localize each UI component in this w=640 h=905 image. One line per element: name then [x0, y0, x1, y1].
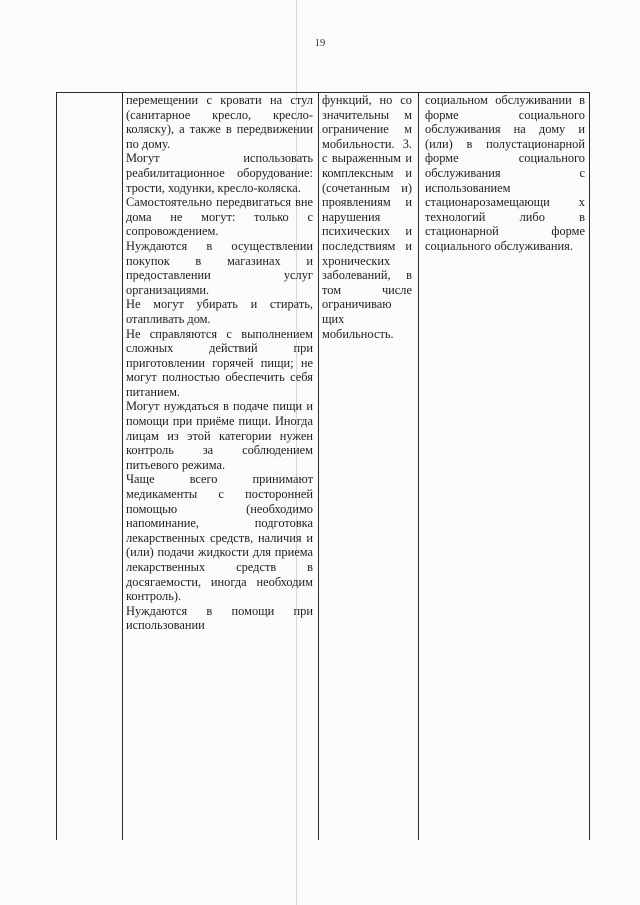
paragraph: социальном обслуживании в форме социального обслуживания на дому и (или) в полустационарной форме социального обслуживания с использованием стационарозамещающи х технологий либо в стационарной форме социального обслуживания.: [425, 93, 585, 253]
paragraph: перемещении с кровати на стул (санитарное кресло, кресло-коляску), а также в передвижении по дому.: [126, 93, 313, 151]
paragraph: Нуждаются в осуществлении покупок в магазинах и предоставлении услуг организациями.: [126, 238, 313, 297]
table-border-left: [56, 92, 57, 840]
paragraph: Чаще всего принимают медикаменты с посторонней помощью (необходимо напоминание, подготовка лекарственных средств, наличия и (или) подачи жидкости для приема лекарственных средств в досягаемости, иногда необходим контроль).: [126, 472, 313, 604]
paragraph: Самостоятельно передвигаться вне дома не могут: только с сопровождением.: [126, 195, 313, 239]
table-cell-condition-description: [126, 93, 313, 839]
paragraph: Могут использовать реабилитационное оборудование: трости, ходунки, кресло-коляска.: [126, 151, 313, 195]
paragraph: функций, но со значительны м ограничение м мобильности. 3. с выраженным и комплексным и (сочетанным и) проявлениям и нарушения психических и последствиям и хронических заболеваний, в том числе ограничиваю щих мобильность.: [322, 93, 412, 341]
table-divider-1: [122, 92, 123, 840]
table-cell-limitations: [322, 93, 412, 839]
table-cell-service-form: [425, 93, 585, 839]
table-divider-3: [418, 92, 419, 840]
paragraph: Нуждаются в помощи при использовании: [126, 603, 313, 633]
table-border-right: [589, 92, 590, 840]
paragraph: Не справляются с выполнением сложных действий при приготовлении горячей пищи; не могут полностью обеспечить себя питанием.: [126, 326, 313, 399]
paragraph: Не могут убирать и стирать, отапливать дом.: [126, 297, 313, 326]
paragraph: Могут нуждаться в подаче пищи и помощи при приёме пищи. Иногда лицам из этой категории нужен контроль за соблюдением питьевого режима.: [126, 399, 313, 472]
page-number: 19: [314, 38, 326, 49]
table-divider-2: [318, 92, 319, 840]
